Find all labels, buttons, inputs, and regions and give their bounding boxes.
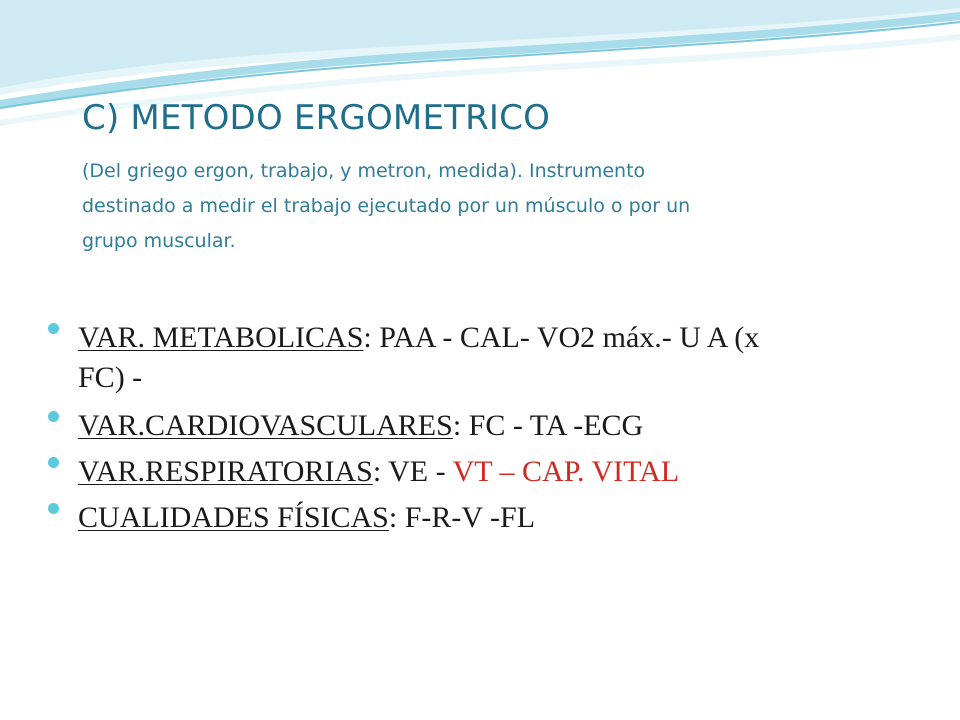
bullet-label: CUALIDADES FÍSICAS [78, 501, 389, 534]
bullet-text: FC - TA -ECG [468, 409, 644, 442]
bullet-text: PAA - CAL- VO2 máx.- U A (x [379, 321, 760, 354]
subtitle-line: (Del griego ergon, trabajo, y metron, medida). Instrumento [82, 160, 646, 182]
subtitle-line: destinado a medir el trabajo ejecutado por un músculo o por un [82, 195, 691, 217]
bullet-text: VE - [388, 455, 453, 488]
bullet-list [48, 318, 908, 546]
slide-subtitle [82, 154, 882, 259]
bullet-cualidades-fisicas [48, 498, 908, 538]
bullet-text: F-R-V -FL [404, 501, 536, 534]
bullet-respiratorias [48, 452, 908, 492]
bullet-dot-icon [48, 411, 59, 422]
subtitle-line: grupo muscular. [82, 230, 236, 252]
bullet-dot-icon [48, 503, 59, 514]
bullet-label: VAR. METABOLICAS [78, 321, 364, 354]
bullet-label: VAR.CARDIOVASCULARES [78, 409, 453, 442]
bullet-metabolicas [48, 318, 908, 398]
bullet-separator: : [372, 455, 389, 488]
slide-title: C) METODO ERGOMETRICO [82, 98, 551, 138]
bullet-separator: : [388, 501, 405, 534]
bullet-label: VAR.RESPIRATORIAS [78, 455, 373, 488]
bullet-dot-icon [48, 323, 59, 334]
bullet-text-continued: FC) - [78, 361, 143, 394]
bullet-separator: : [363, 321, 380, 354]
bullet-dot-icon [48, 457, 59, 468]
bullet-highlight-text: VT – CAP. VITAL [452, 455, 680, 488]
bullet-cardiovasculares [48, 406, 908, 446]
bullet-separator: : [452, 409, 469, 442]
